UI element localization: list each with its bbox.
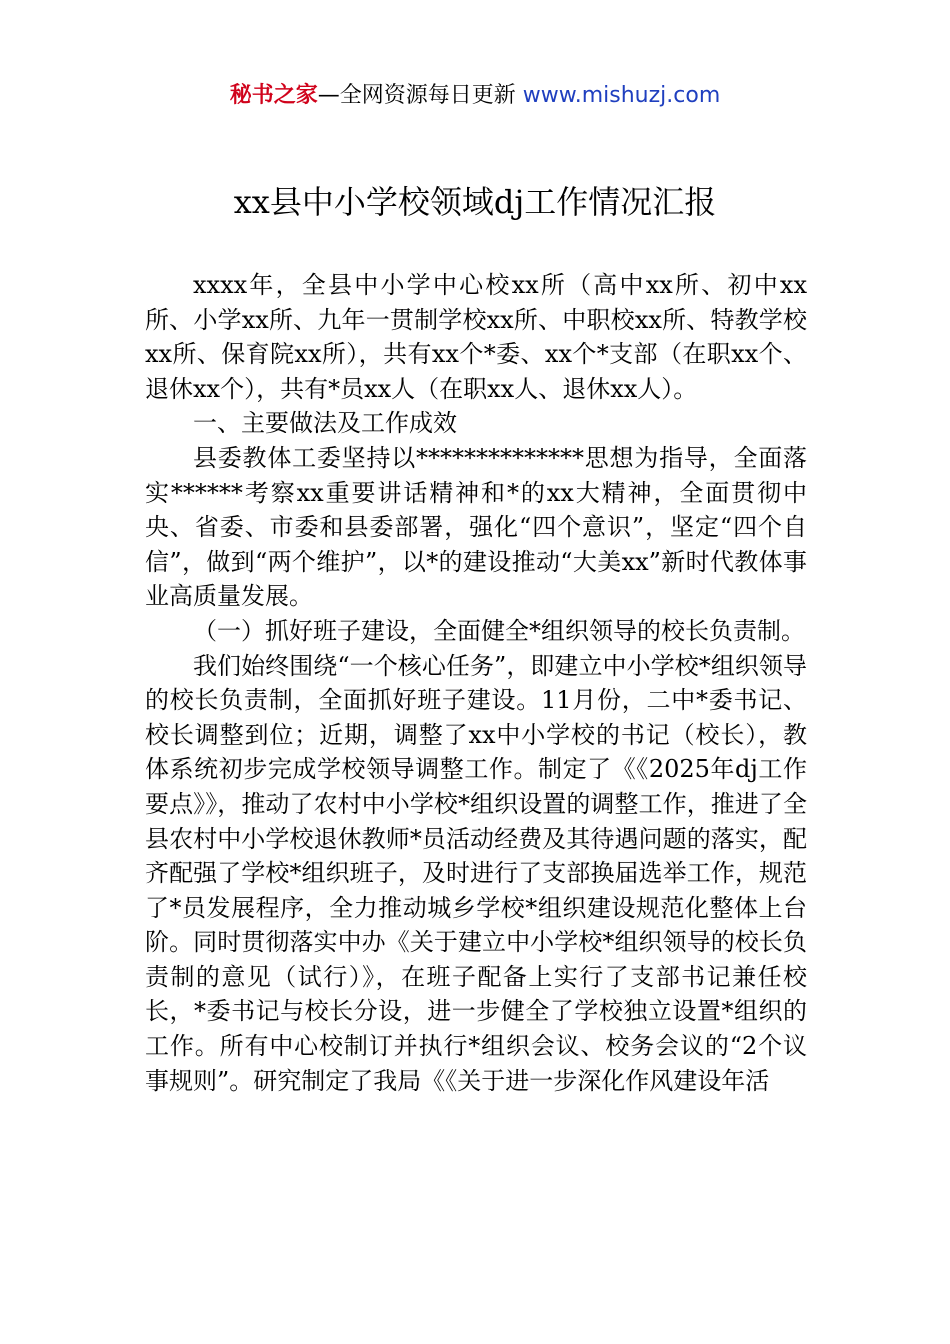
document-title: xx县中小学校领域dj工作情况汇报 — [233, 183, 717, 221]
subsection-heading: （一）抓好班子建设，全面健全*组织领导的校长负责制。 — [193, 616, 805, 645]
paragraph-detail: 我们始终围绕“一个核心任务”，即建立中小学校*组织领导的校长负责制，全面抓好班子建设。11月份，二中*委书记、校长调整到位；近期，调整了xx中小学校的书记（校长），教体系统初步完成学校领导调整工作。制定了《《2025年dj工作要点》》，推动了农村中小学校*组织设置的调整工作，推进了全县农村中小学校退休教师*员活动经费及其待遇问题的落实，配齐配强了学校*组织班子，及时进行了支部换届选举工作，规范了*员发展程序，全力推动城乡学校*组织建设规范化整体上台阶。同时贯彻落实中办《关于建立中小学校*组织领导的校长负责制的意见（试行）》，在班子配备上实行了支部书记兼任校长，*委书记与校长分设，进一步健全了学校独立设置*组织的工作。所有中心校制订并执行*组织会议、校务会议的“2个议事规则”。研究制定了我局《《关于进一步深化作风建设年活 — [145, 651, 807, 1095]
site-url: www.mishuzj.com — [522, 83, 721, 108]
site-header — [0, 80, 950, 112]
paragraph-overview: 县委教体工委坚持以**************思想为指导，全面落实******考察xx重要讲话精神和*的xx大精神，全面贯彻中央、省委、市委和县委部署，强化“四个意识”，坚定“四个自信”，做到“两个维护”，以*的建设推动“大美xx”新时代教体事业高质量发展。 — [145, 443, 807, 611]
site-tagline: —全网资源每日更新 — [317, 83, 516, 108]
site-brand: 秘书之家 — [229, 83, 318, 108]
paragraph-intro: xxxx年，全县中小学中心校xx所（高中xx所、初中xx所、小学xx所、九年一贯制学校xx所、中职校xx所、特教学校xx所、保育院xx所），共有xx个*委、xx个*支部（在职xx个、退休xx个），共有*员xx人（在职xx人、退休xx人）。 — [145, 271, 807, 403]
section-heading: 一、主要做法及工作成效 — [193, 409, 457, 438]
document-body — [145, 268, 807, 1098]
